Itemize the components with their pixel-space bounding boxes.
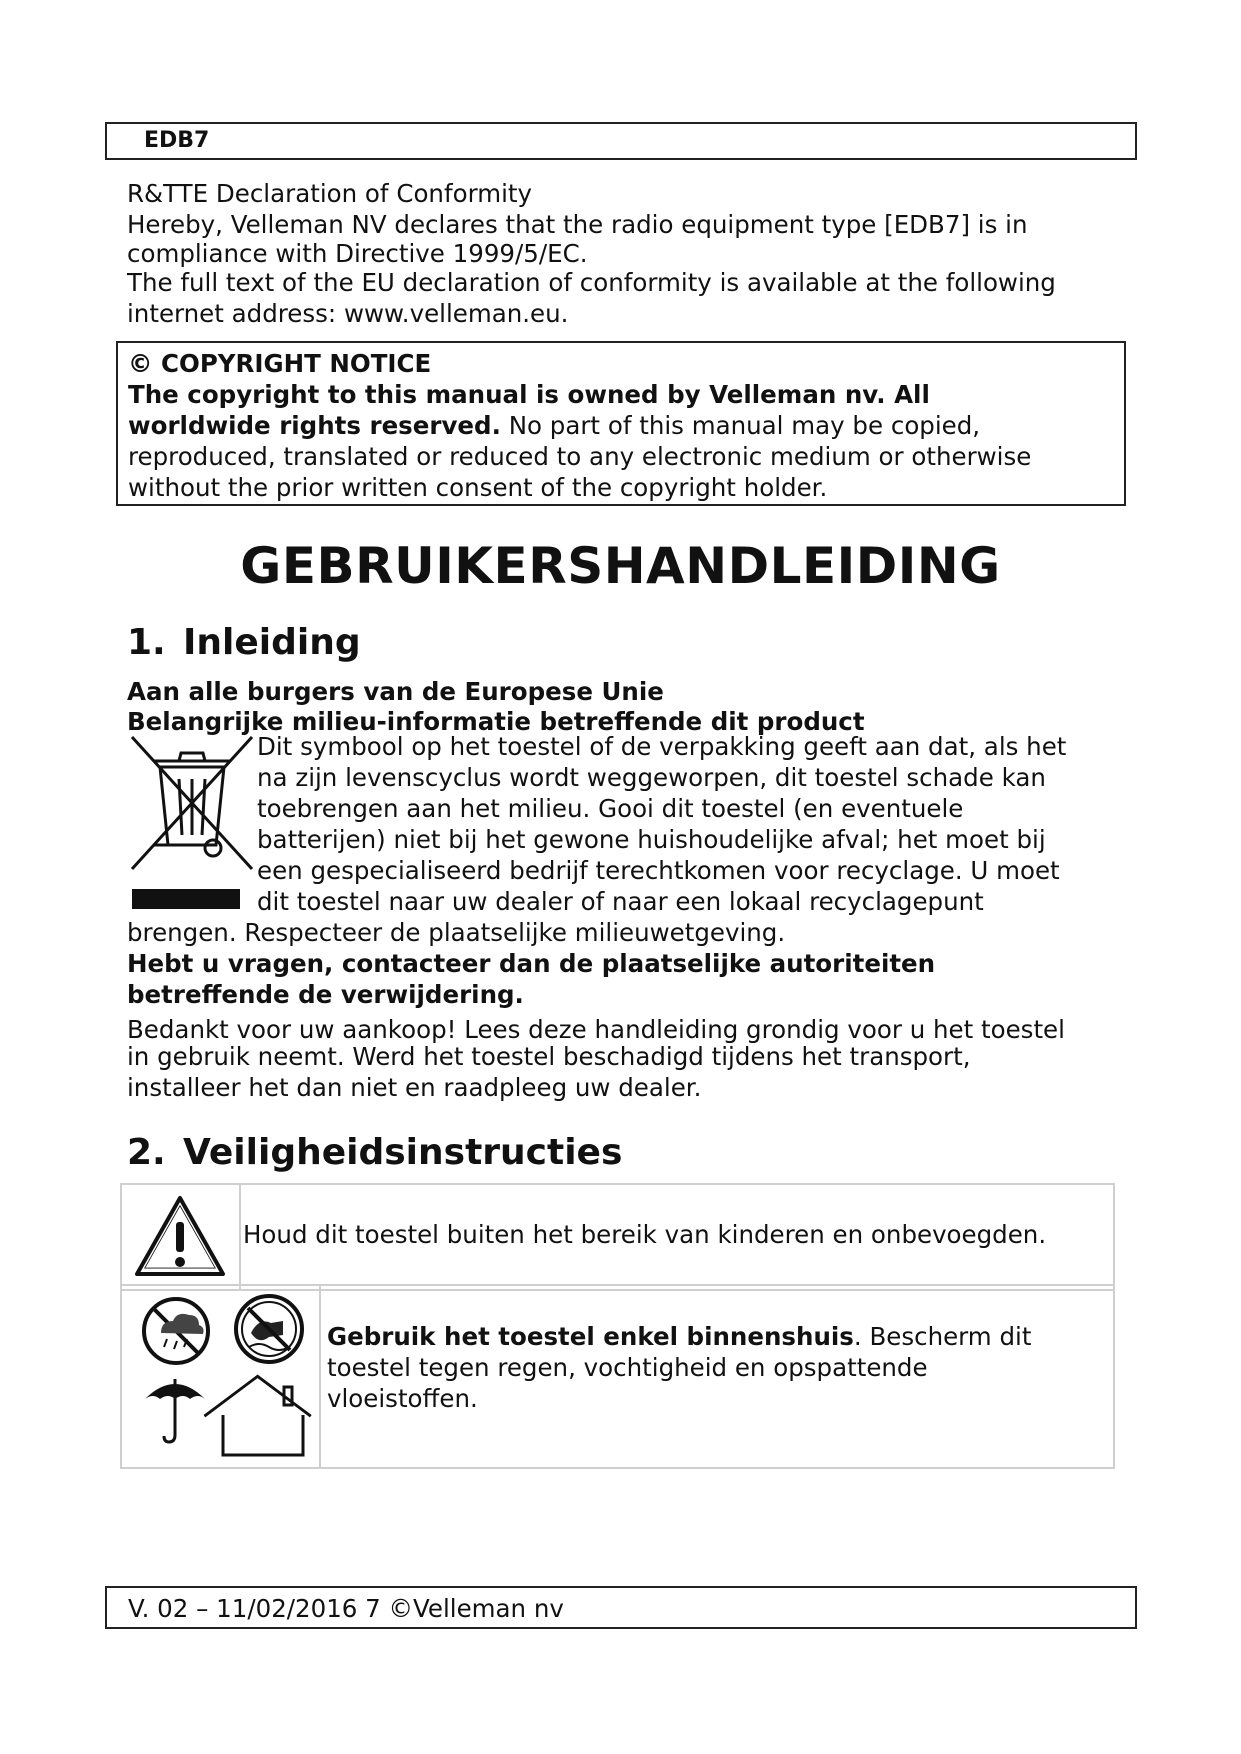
safety-text-indoor [322, 1287, 1112, 1414]
safety-icon-cell [121, 1285, 320, 1468]
weee-line: dit toestel naar uw dealer of naar een lokaal recyclagepunt [257, 887, 984, 916]
weee-bar [132, 889, 240, 909]
copyright-line: reproduced, translated or reduced to any electronic medium or otherwise [128, 442, 1032, 471]
indoor-line: toestel tegen regen, vochtigheid en opspattende [327, 1353, 928, 1382]
page-footer [105, 1586, 1137, 1629]
thanks-line: Bedankt voor uw aankoop! Lees deze handleiding grondig voor u het toestel [127, 1015, 1065, 1044]
safety-text-cell [240, 1184, 1114, 1290]
weee-line: toebrengen aan het milieu. Gooi dit toestel (en eventuele [257, 794, 964, 823]
copyright-title: © COPYRIGHT NOTICE [128, 349, 432, 378]
subheading-eu-citizens: Aan alle burgers van de Europese Unie [127, 677, 664, 706]
weee-last-line: brengen. Respecteer de plaatselijke milieuwetgeving. [127, 918, 786, 947]
copyright-bold-text: worldwide rights reserved. [128, 411, 501, 440]
manual-title: GEBRUIKERSHANDLEIDING [240, 537, 1001, 595]
rtte-line: The full text of the EU declaration of conformity is available at the following [127, 268, 1056, 297]
section-title: Inleiding [183, 622, 361, 663]
weee-line: batterijen) niet bij het gewone huishoudelijke afval; het moet bij [257, 825, 1046, 854]
section-1-heading [127, 622, 361, 663]
weee-bin-icon [124, 735, 260, 915]
rtte-line: compliance with Directive 1999/5/EC. [127, 239, 588, 268]
rtte-declaration [127, 178, 1127, 329]
no-splash-icon [236, 1296, 302, 1362]
rtte-line: Hereby, Velleman NV declares that the radio equipment type [EDB7] is in [127, 210, 1028, 239]
model-code: EDB7 [144, 128, 210, 153]
thanks-paragraph [127, 1014, 1137, 1103]
page-header [105, 122, 1137, 160]
safety-row [121, 1285, 1114, 1468]
rtte-line: internet address: www.velleman.eu. [127, 299, 569, 328]
rtte-line: R&TTE Declaration of Conformity [127, 179, 532, 208]
weee-paragraph [257, 731, 1137, 917]
weee-line: een gespecialiseerd bedrijf terechtkomen voor recyclage. U moet [257, 856, 1060, 885]
subheading-environment: Belangrijke milieu-informatie betreffende dit product [127, 707, 865, 736]
copyright-line: without the prior written consent of the copyright holder. [128, 473, 828, 502]
safety-text-cell [320, 1285, 1114, 1468]
weee-line: Dit symbool op het toestel of de verpakking geeft aan dat, als het [257, 732, 1067, 761]
indoor-bold-text: Gebruik het toestel enkel binnenshuis [327, 1322, 854, 1351]
safety-table-row2 [120, 1284, 1115, 1469]
section-2-heading [127, 1132, 622, 1173]
safety-icon-cell [121, 1184, 240, 1290]
weee-line: na zijn levenscyclus wordt weggeworpen, dit toestel schade kan [257, 763, 1046, 792]
section-number: 1. [127, 622, 166, 663]
no-rain-icon [144, 1299, 208, 1363]
copyright-notice [116, 341, 1126, 506]
safety-row [121, 1184, 1114, 1290]
indoor-rest-text: . Bescherm dit [853, 1322, 1032, 1351]
indoor-use-icons [123, 1287, 318, 1462]
questions-line: betreffende de verwijdering. [127, 980, 524, 1009]
section-number: 2. [127, 1132, 166, 1173]
footer-text: V. 02 – 11/02/2016 7 ©Velleman nv [128, 1594, 564, 1623]
thanks-line: installeer het dan niet en raadpleeg uw dealer. [127, 1073, 702, 1102]
safety-text-children: Houd dit toestel buiten het bereik van kinderen en onbevoegden. [243, 1220, 1047, 1249]
indoor-line [327, 1321, 1112, 1352]
house-icon [204, 1376, 310, 1455]
indoor-line: vloeistoffen. [327, 1384, 478, 1413]
thanks-line: in gebruik neemt. Werd het toestel beschadigd tijdens het transport, [127, 1042, 971, 1071]
safety-table [120, 1183, 1115, 1291]
copyright-bold-line: The copyright to this manual is owned by Velleman nv. All [128, 380, 930, 409]
umbrella-icon [145, 1379, 205, 1442]
warning-triangle-icon [123, 1186, 238, 1284]
section-title: Veiligheidsinstructies [183, 1132, 623, 1173]
copyright-line [128, 410, 1114, 441]
questions-line: Hebt u vragen, contacteer dan de plaatselijke autoriteiten [127, 949, 936, 978]
copyright-normal-text: No part of this manual may be copied, [500, 411, 981, 440]
